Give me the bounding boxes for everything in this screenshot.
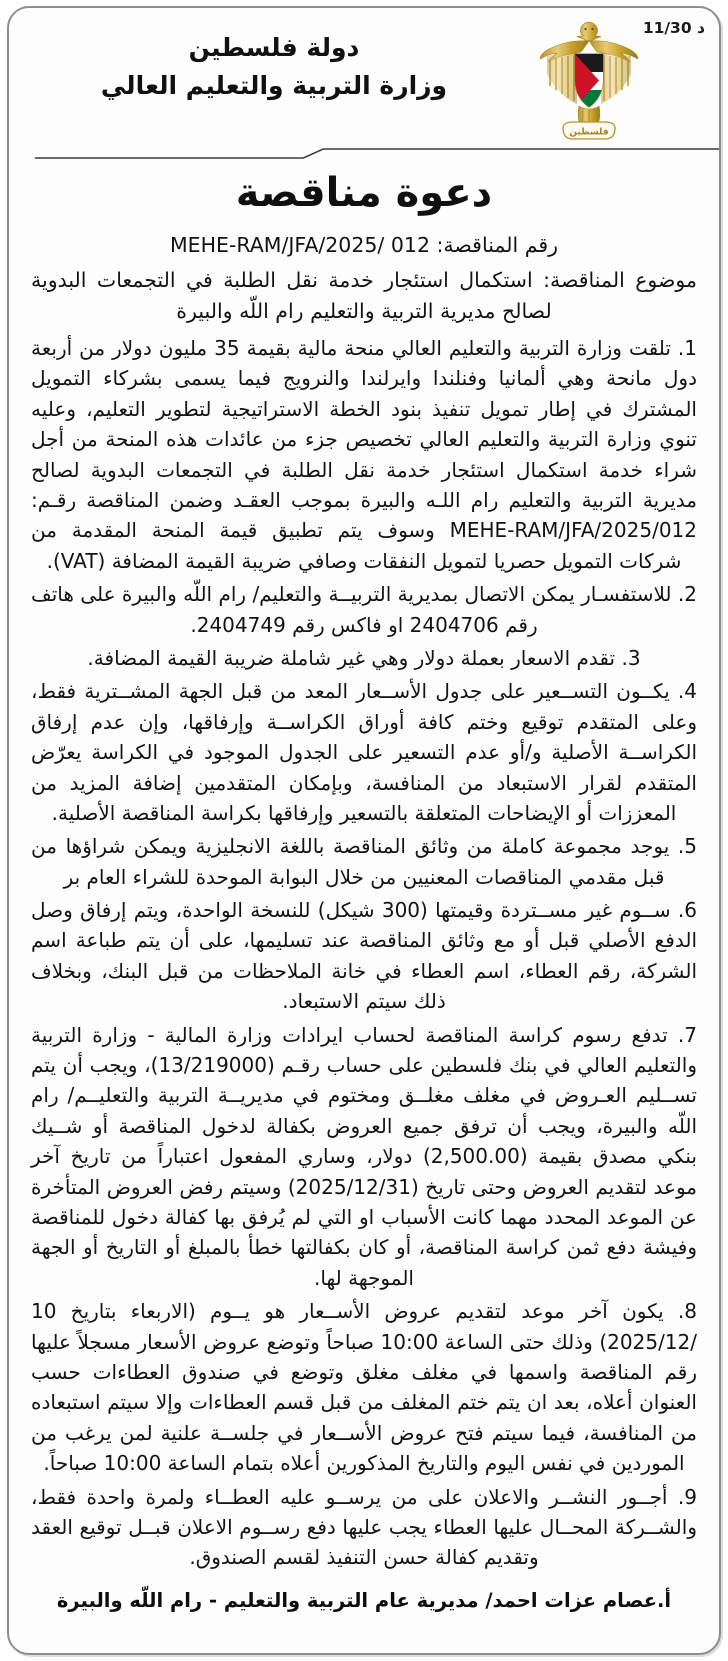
palestinian-eagle-emblem	[537, 18, 641, 146]
clause-item: 1. تلقت وزارة التربية والتعليم العالي منحة مالية بقيمة 35 مليون دولار من أربعة دول مانحة وهي ألمانيا وفنلندا وايرلندا والنرويج فيما يسمى بشركاء التمويل المشترك في إطار تمويل تنفيذ بنود الخطة الاستراتيجية لتطوير التعليم، وعليه تنوي وزارة التربية والتعليم العالي تخصيص جزء من عائدات هذه المنحة من أجل شراء خدمة استكمال استئجار خدمة نقل الطلبة في التجمعات البدوية لصالح مديرية التربية والتعليم رام اللـه والبيرة بموجب العقـد وضمن المناقصة رقـم: 012/MEHE-RAM/JFA/2025 وسوف يتم تطبيق قيمة المنحة المقدمة من شركات التمويل حصريا لتمويل النفقات وصافي ضريبة القيمة المضافة (VAT).	[31, 336, 697, 573]
header-divider	[9, 144, 719, 162]
tender-subject-line: موضوع المناقصة: استكمال استئجار خدمة نقل الطلبة في التجمعات البدوية لصالح مديرية التربية والتعليم رام اللّه والبيرة	[31, 267, 697, 323]
ministry-name: وزارة التربية والتعليم العالي	[100, 71, 448, 101]
clause-item: 2. للاستفسـار يمكن الاتصال بمديرية التربيــة والتعليم/ رام اللّه والبيرة على هاتف رقم 2404706 او فاكس رقم 2404749.	[31, 582, 697, 637]
tender-notice-frame	[7, 6, 721, 1655]
ministry-heading	[29, 30, 519, 105]
clause-list	[31, 333, 697, 1573]
notice-body	[9, 230, 719, 1612]
tender-number-line: رقم المناقصة: MEHE-RAM/JFA/2025/ 012	[169, 233, 559, 257]
clause-item: 7. تدفع رسوم كراسة المناقصة لحساب ايرادات وزارة المالية - وزارة التربية والتعليم العالي في بنك فلسطين على حساب رقـم (13/219000)، ويجب أن يتم تســليم العـروض في مغلف مغلــق ومختوم في مديريــة التربية والتعليــم/ رام اللّه والبيرة، ويجب أن ترفق جميع العروض بكفالة لدخول المناقصة أو شــيك بنكي مصدق بقيمة (2,500.00) دولار، وساري المفعول اعتباراً من تاريخ آخر موعد لتقديم العروض وحتى تاريخ (2025/12/31) وسيتم رفض العروض المتأخرة عن الموعد المحدد مهما كانت الأسباب او التي لم يُرفق بها كفالة دخول للمناقصة وفيشة دفع ثمن كراسة المناقصة، أو كان بكفالتها خطأ بالمبلغ أو التاريخ أو الجهة الموجهة لها.	[31, 1022, 697, 1290]
clause-item: 9. أجــور النشــر والاعلان على من يرســو عليه العطــاء ولمرة واحدة فقط، والشــركة المحــال عليها العطاء يجب عليها دفع رســوم الاعلان قبــل توقيع العقد وتقديم كفالة حسن التنفيذ لقسم الصندوق.	[31, 1484, 697, 1570]
signature-line: أ.عصام عزات احمد/ مديرية عام التربية والتعليم - رام اللّه والبيرة	[56, 1588, 672, 1612]
state-name: دولة فلسطين	[188, 33, 360, 62]
clause-item: 4. يكــون التســعير على جدول الأســعار المعد من قبل الجهة المشــترية فقط، وعلى المتقدم توقيع وختم كافة أوراق الكراســة وإرفاقها، وإن عدم إرفاق الكراســة الأصلية و/أو عدم التسعير على الجدول الموجود في الكراسة يعرّض المتقدم لقرار الاستبعاد من المنافسة، وبإمكان المتقدمين إضافة المزيد من المعززات أو الإيضاحات المتعلقة بالتسعير وإرفاقها بكراسة المناقصة الأصلية.	[31, 679, 697, 825]
document-header	[9, 8, 719, 148]
clause-item: 8. يكون آخر موعد لتقديم عروض الأســعار هو يــوم (الاربعاء بتاريخ 10 /2025/12) وذلك حتى الساعة 10:00 صباحاً وتوضع عروض الأسعار مسجلاً عليها رقم المناقصة واسمها في مغلف مغلق وتوضع في صندوق العطاءات حسب العنوان أعلاه، بعد ان يتم ختم المغلف من قبل قسم العطاءات وإلا سيتم استبعاده من المنافسة، فيما سيتم فتح عروض الأســعار في جلســة علنية لمن يرغب من الموردين في نفس اليوم والتاريخ المذكورين أعلاه بتمام الساعة 10:00 صباحاً.	[31, 1299, 698, 1476]
emblem-caption-text: فلسطين	[569, 127, 609, 138]
page-title: دعوة مناقصة	[235, 170, 493, 216]
clause-item: 3. تقدم الاسعار بعملة دولار وهي غير شاملة ضريبة القيمة المضافة.	[87, 645, 641, 670]
clause-item: 5. يوجد مجموعة كاملة من وثائق المناقصة باللغة الانجليزية ويمكن شراؤها من قبل مقدمي المناقصات المعنيين من خلال البوابة الموحدة للشراء العام بر	[31, 834, 697, 889]
page-marker: 11/30 د	[642, 19, 705, 37]
palestinian-flag-shield	[575, 54, 603, 110]
clause-item: 6. ســوم غير مســتردة وقيمتها (300 شيكل) للنسخة الواحدة، ويتم إرفاق وصل الدفع الأصلي قبل أو مع وثائق المناقصة عند تسليمها، على أن يتم طباعة اسم الشركة، رقم العطاء، اسم العطاء في خانة الملاحظات من قبل البنك، وبخلاف ذلك سيتم الاستبعاد.	[31, 898, 697, 1014]
